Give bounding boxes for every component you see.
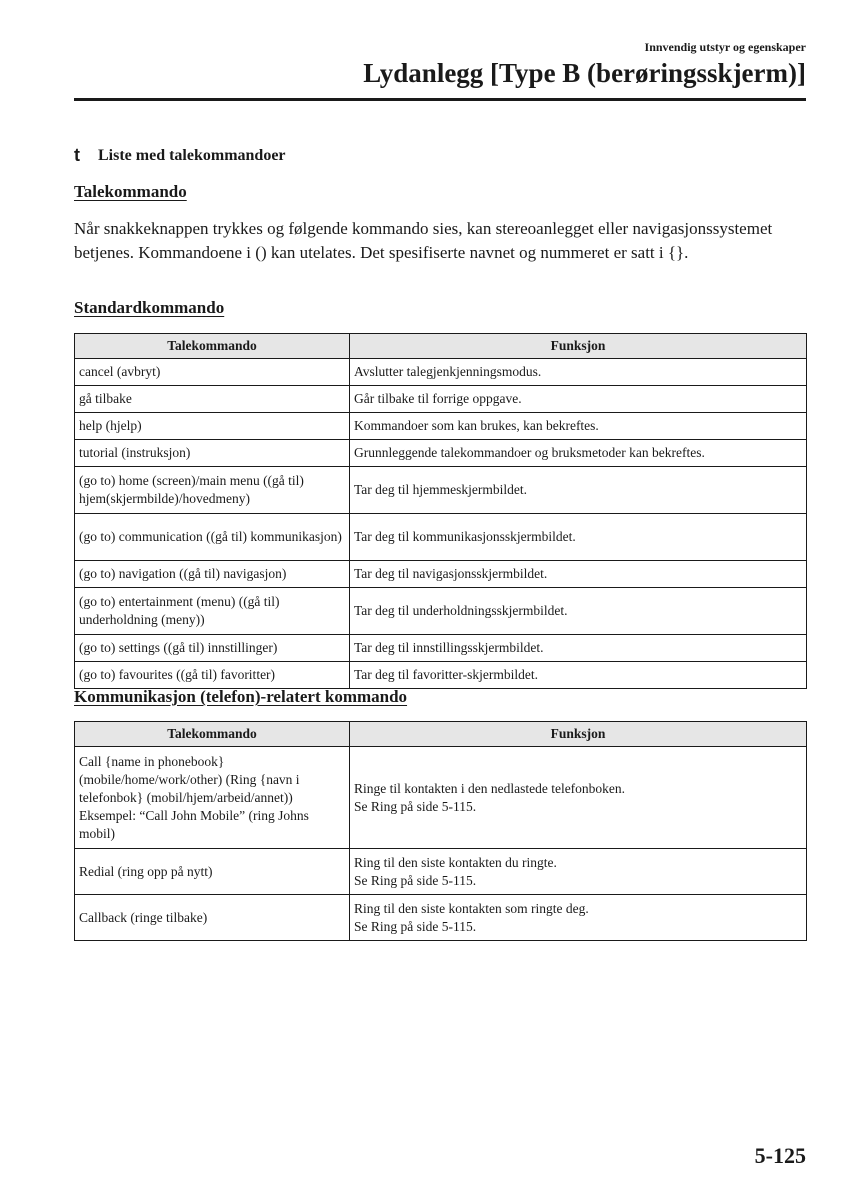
title-rule	[74, 98, 806, 101]
standard-command-heading: Standardkommando	[74, 298, 225, 317]
command-cell: gå tilbake	[75, 386, 350, 413]
command-cell: (go to) communication ((gå til) kommunikasjon)	[75, 514, 350, 561]
command-cell: help (hjelp)	[75, 413, 350, 440]
page-reference: Se Ring på side 5-115.	[354, 872, 477, 888]
page-reference: Se Ring på side 5-115.	[354, 798, 477, 814]
function-cell: Tar deg til underholdningsskjermbildet.	[350, 588, 807, 635]
page-reference: Se Ring på side 5-115.	[354, 918, 477, 934]
table-header-row	[75, 722, 807, 747]
function-cell: Tar deg til navigasjonsskjermbildet.	[350, 561, 807, 588]
command-cell: Redial (ring opp på nytt)	[75, 849, 350, 895]
function-cell: Tar deg til innstillingsskjermbildet.	[350, 635, 807, 662]
function-cell: Kommandoer som kan brukes, kan bekreftes.	[350, 413, 807, 440]
column-header-function: Funksjon	[350, 334, 807, 359]
section-heading	[74, 145, 286, 166]
function-line: Ring til den siste kontakten som ringte deg.	[354, 900, 589, 916]
bullet-icon: t	[74, 145, 80, 165]
section-heading-text: Liste med talekommandoer	[98, 146, 286, 164]
table-row	[75, 359, 807, 386]
function-cell: Avslutter talegjenkjenningsmodus.	[350, 359, 807, 386]
table-row	[75, 561, 807, 588]
column-header-function: Funksjon	[350, 722, 807, 747]
table-row	[75, 440, 807, 467]
function-cell: Tar deg til kommunikasjonsskjermbildet.	[350, 514, 807, 561]
command-cell: (go to) home (screen)/main menu ((gå til) hjem(skjermbilde)/hovedmeny)	[75, 467, 350, 514]
table-row	[75, 588, 807, 635]
table-row	[75, 413, 807, 440]
table-row	[75, 662, 807, 689]
function-cell	[350, 747, 807, 849]
table-row	[75, 386, 807, 413]
function-cell	[350, 849, 807, 895]
command-cell: (go to) settings ((gå til) innstillinger)	[75, 635, 350, 662]
phone-command-table	[74, 721, 807, 941]
function-cell: Går tilbake til forrige oppgave.	[350, 386, 807, 413]
voice-command-description: Når snakkeknappen trykkes og følgende kommando sies, kan stereoanlegget eller navigasjonssystemet betjenes. Kommandoene i () kan utelates. Det spesifiserte navnet og nummeret er satt i {}.	[74, 219, 773, 262]
function-cell: Grunnleggende talekommandoer og bruksmetoder kan bekreftes.	[350, 440, 807, 467]
table-row	[75, 895, 807, 941]
table-row	[75, 514, 807, 561]
column-header-command: Talekommando	[75, 334, 350, 359]
function-line: Ring til den siste kontakten du ringte.	[354, 854, 557, 870]
standard-command-table	[74, 333, 807, 689]
column-header-command: Talekommando	[75, 722, 350, 747]
function-cell: Tar deg til hjemmeskjermbildet.	[350, 467, 807, 514]
command-cell: (go to) entertainment (menu) ((gå til) underholdning (meny))	[75, 588, 350, 635]
command-cell: (go to) favourites ((gå til) favoritter)	[75, 662, 350, 689]
table-row	[75, 467, 807, 514]
chapter-label: Innvendig utstyr og egenskaper	[644, 40, 806, 54]
page-title: Lydanlegg [Type B (berøringsskjerm)]	[363, 58, 806, 88]
table-row	[75, 635, 807, 662]
command-cell: (go to) navigation ((gå til) navigasjon)	[75, 561, 350, 588]
function-cell	[350, 895, 807, 941]
command-cell: Callback (ringe tilbake)	[75, 895, 350, 941]
command-cell: cancel (avbryt)	[75, 359, 350, 386]
function-line: Ringe til kontakten i den nedlastede telefonboken.	[354, 780, 626, 796]
function-cell: Tar deg til favoritter-skjermbildet.	[350, 662, 807, 689]
table-row	[75, 849, 807, 895]
table-row	[75, 747, 807, 849]
phone-command-heading: Kommunikasjon (telefon)-relatert kommando	[74, 687, 408, 706]
command-cell: tutorial (instruksjon)	[75, 440, 350, 467]
page-number: 5-125	[754, 1143, 806, 1168]
voice-command-heading: Talekommando	[74, 182, 187, 201]
table-header-row	[75, 334, 807, 359]
command-cell: Call {name in phonebook} (mobile/home/work/other) (Ring {navn i telefonbok} (mobil/hjem/arbeid/annet)) Eksempel: “Call John Mobile” (ring Johns mobil)	[75, 747, 350, 849]
